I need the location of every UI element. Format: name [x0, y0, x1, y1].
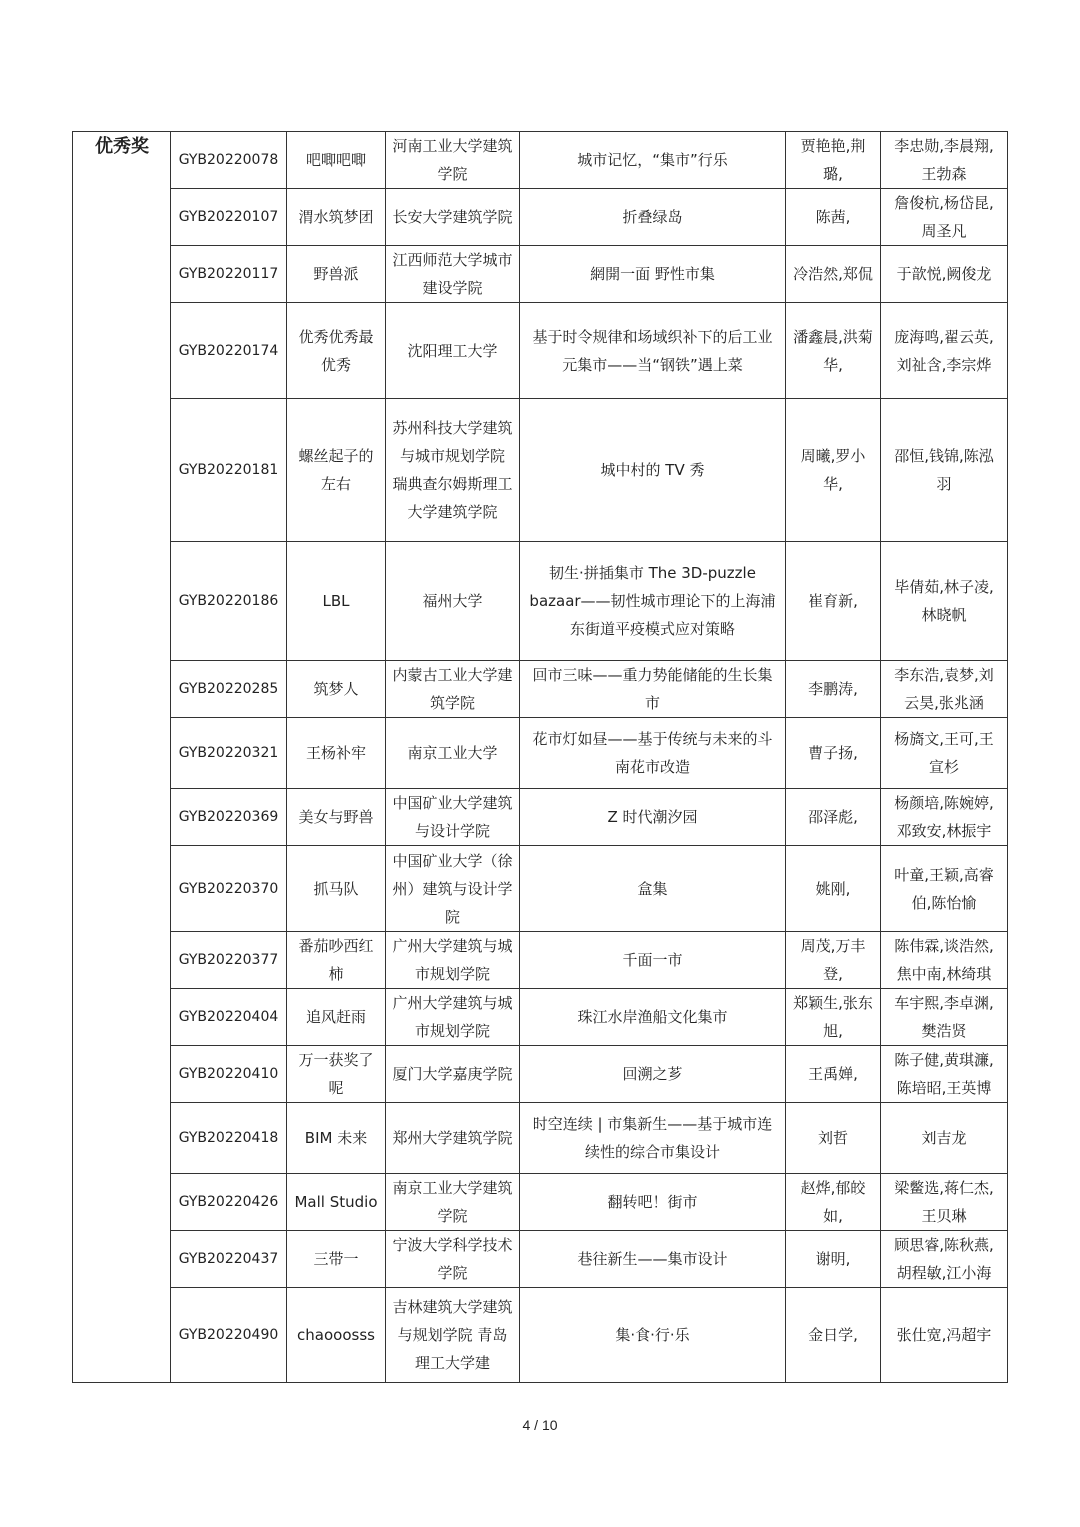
advisor-names: 陈伟霖,谈浩然,焦中南,林绮琪 [881, 932, 1008, 989]
school-name: 宁波大学科学技术学院 [386, 1231, 520, 1288]
team-name: 追风赶雨 [287, 989, 386, 1046]
school-name: 内蒙古工业大学建筑学院 [386, 661, 520, 718]
team-name: 螺丝起子的左右 [287, 399, 386, 542]
entry-id: GYB20220078 [171, 132, 287, 189]
project-title: 巷往新生——集市设计 [520, 1231, 786, 1288]
table-row [73, 989, 1008, 1046]
school-name: 广州大学建筑与城市规划学院 [386, 932, 520, 989]
student-names: 刘哲 [786, 1103, 881, 1174]
entry-id: GYB20220181 [171, 399, 287, 542]
entry-id: GYB20220404 [171, 989, 287, 1046]
project-title: Z 时代潮汐园 [520, 789, 786, 846]
student-names: 贾艳艳,荆璐, [786, 132, 881, 189]
entry-id: GYB20220370 [171, 846, 287, 932]
school-name: 南京工业大学 [386, 718, 520, 789]
table-row [73, 932, 1008, 989]
school-name: 厦门大学嘉庚学院 [386, 1046, 520, 1103]
student-names: 谢明, [786, 1231, 881, 1288]
table-row [73, 1231, 1008, 1288]
school-name: 南京工业大学建筑学院 [386, 1174, 520, 1231]
entry-id: GYB20220321 [171, 718, 287, 789]
table-row [73, 542, 1008, 661]
team-name: 筑梦人 [287, 661, 386, 718]
team-name: 野兽派 [287, 246, 386, 303]
student-names: 姚刚, [786, 846, 881, 932]
student-names: 崔育新, [786, 542, 881, 661]
team-name: 美女与野兽 [287, 789, 386, 846]
table-row [73, 661, 1008, 718]
project-title: 集·食·行·乐 [520, 1288, 786, 1383]
advisor-names: 李忠勋,李晨翔,王勃森 [881, 132, 1008, 189]
award-table [72, 131, 1008, 1383]
project-title: 盒集 [520, 846, 786, 932]
table-row [73, 1046, 1008, 1103]
school-name: 郑州大学建筑学院 [386, 1103, 520, 1174]
table-row [73, 1103, 1008, 1174]
entry-id: GYB20220426 [171, 1174, 287, 1231]
table-row [73, 246, 1008, 303]
team-name: 番茄吵西红柿 [287, 932, 386, 989]
team-name: BIM 未来 [287, 1103, 386, 1174]
entry-id: GYB20220186 [171, 542, 287, 661]
table-row [73, 1288, 1008, 1383]
entry-id: GYB20220437 [171, 1231, 287, 1288]
project-title: 城市记忆，“集市”行乐 [520, 132, 786, 189]
school-name: 中国矿业大学建筑与设计学院 [386, 789, 520, 846]
student-names: 王禹婵, [786, 1046, 881, 1103]
student-names: 郑颖生,张东旭, [786, 989, 881, 1046]
student-names: 邵泽彪, [786, 789, 881, 846]
team-name: LBL [287, 542, 386, 661]
advisor-names: 李东浩,袁梦,刘云昊,张兆涵 [881, 661, 1008, 718]
advisor-names: 詹俊杭,杨岱昆,周圣凡 [881, 189, 1008, 246]
school-name: 苏州科技大学建筑与城市规划学院 瑞典查尔姆斯理工大学建筑学院 [386, 399, 520, 542]
project-title: 时空连续 | 市集新生——基于城市连续性的综合市集设计 [520, 1103, 786, 1174]
student-names: 潘鑫晨,洪菊华, [786, 303, 881, 399]
project-title: 折叠绿岛 [520, 189, 786, 246]
page-number: 4 / 10 [522, 1417, 558, 1433]
advisor-names: 车宇熙,李卓渊,樊浩贤 [881, 989, 1008, 1046]
table-row [73, 846, 1008, 932]
advisor-names: 陈子健,黄琪濂,陈培昭,王英博 [881, 1046, 1008, 1103]
entry-id: GYB20220117 [171, 246, 287, 303]
project-title: 回市三味——重力势能储能的生长集市 [520, 661, 786, 718]
project-title: 基于时令规律和场域织补下的后工业元集市——当“钢铁”遇上菜 [520, 303, 786, 399]
team-name: 万一获奖了呢 [287, 1046, 386, 1103]
team-name: 三带一 [287, 1231, 386, 1288]
school-name: 中国矿业大学（徐州）建筑与设计学院 [386, 846, 520, 932]
team-name: 优秀优秀最优秀 [287, 303, 386, 399]
school-name: 沈阳理工大学 [386, 303, 520, 399]
entry-id: GYB20220369 [171, 789, 287, 846]
project-title: 城中村的 TV 秀 [520, 399, 786, 542]
advisor-names: 庞海鸣,翟云英,刘祉含,李宗烨 [881, 303, 1008, 399]
entry-id: GYB20220174 [171, 303, 287, 399]
advisor-names: 张仕宽,冯超宇 [881, 1288, 1008, 1383]
team-name: 渭水筑梦团 [287, 189, 386, 246]
team-name: 吧唧吧唧 [287, 132, 386, 189]
student-names: 陈茜, [786, 189, 881, 246]
advisor-names: 梁鳖选,蒋仁杰,王贝琳 [881, 1174, 1008, 1231]
entry-id: GYB20220285 [171, 661, 287, 718]
student-names: 周茂,万丰登, [786, 932, 881, 989]
student-names: 金日学, [786, 1288, 881, 1383]
table-row [73, 399, 1008, 542]
table-row [73, 789, 1008, 846]
project-title: 千面一市 [520, 932, 786, 989]
school-name: 河南工业大学建筑学院 [386, 132, 520, 189]
team-name: chaooosss [287, 1288, 386, 1383]
entry-id: GYB20220410 [171, 1046, 287, 1103]
entry-id: GYB20220377 [171, 932, 287, 989]
table-row [73, 303, 1008, 399]
project-title: 韧生·拼插集市 The 3D-puzzle bazaar——韧性城市理论下的上海浦东街道平疫模式应对策略 [520, 542, 786, 661]
project-title: 網開一面 野性市集 [520, 246, 786, 303]
student-names: 周曦,罗小华, [786, 399, 881, 542]
team-name: 王杨补牢 [287, 718, 386, 789]
student-names: 赵烨,郁皎如, [786, 1174, 881, 1231]
advisor-names: 毕倩茹,林子凌,林晓帆 [881, 542, 1008, 661]
entry-id: GYB20220107 [171, 189, 287, 246]
school-name: 江西师范大学城市建设学院 [386, 246, 520, 303]
advisor-names: 刘吉龙 [881, 1103, 1008, 1174]
advisor-names: 邵恒,钱锦,陈泓羽 [881, 399, 1008, 542]
entry-id: GYB20220418 [171, 1103, 287, 1174]
project-title: 珠江水岸渔船文化集市 [520, 989, 786, 1046]
advisor-names: 顾思睿,陈秋燕,胡程敏,江小海 [881, 1231, 1008, 1288]
team-name: 抓马队 [287, 846, 386, 932]
advisor-names: 叶童,王颖,高睿伯,陈怡愉 [881, 846, 1008, 932]
project-title: 花市灯如昼——基于传统与未来的斗南花市改造 [520, 718, 786, 789]
project-title: 翻转吧！街市 [520, 1174, 786, 1231]
school-name: 吉林建筑大学建筑与规划学院 青岛理工大学建 [386, 1288, 520, 1383]
team-name: Mall Studio [287, 1174, 386, 1231]
project-title: 回溯之芗 [520, 1046, 786, 1103]
student-names: 冷浩然,郑侃 [786, 246, 881, 303]
advisor-names: 杨颜培,陈婉婷,邓致安,林振宇 [881, 789, 1008, 846]
table-row [73, 189, 1008, 246]
table-row [73, 718, 1008, 789]
school-name: 长安大学建筑学院 [386, 189, 520, 246]
table-row [73, 1174, 1008, 1231]
award-category: 优秀奖 [73, 132, 171, 1383]
table-row [73, 132, 1008, 189]
student-names: 李鹏涛, [786, 661, 881, 718]
school-name: 广州大学建筑与城市规划学院 [386, 989, 520, 1046]
advisor-names: 于歆悦,阙俊龙 [881, 246, 1008, 303]
advisor-names: 杨旖文,王可,王宣杉 [881, 718, 1008, 789]
school-name: 福州大学 [386, 542, 520, 661]
entry-id: GYB20220490 [171, 1288, 287, 1383]
student-names: 曹子扬, [786, 718, 881, 789]
